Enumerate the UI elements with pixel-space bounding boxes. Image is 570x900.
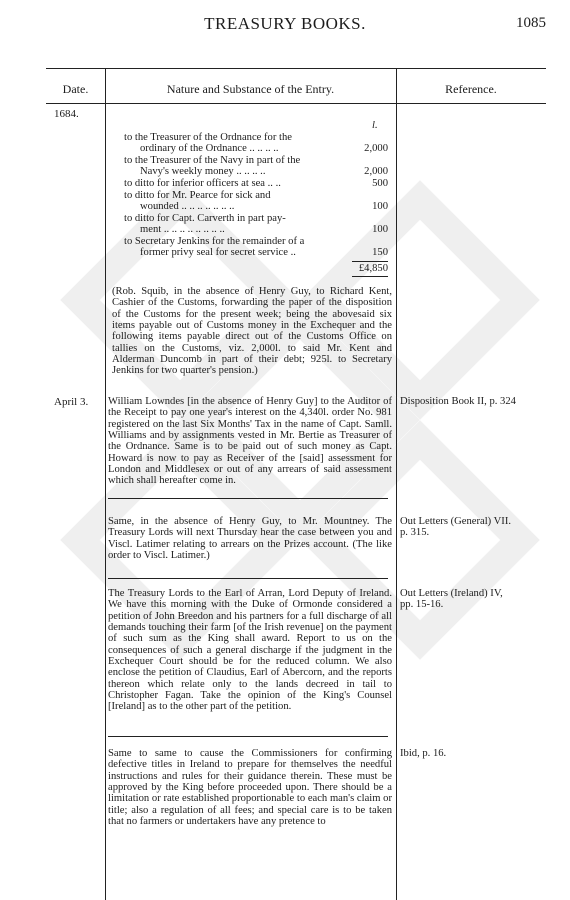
payment-line: to ditto for inferior officers at sea .. .. — [124, 178, 281, 189]
column-divider-reference — [396, 68, 397, 900]
entry-separator — [108, 736, 388, 737]
payment-line: to ditto for Mr. Pearce for sick and — [124, 190, 271, 201]
entry-reference: Out Letters (Ireland) IV, pp. 15-16. — [400, 588, 503, 611]
entry-text: (Rob. Squib, in the absence of Henry Guy, to Richard Kent, Cashier of the Customs, forwarding the paper of the disposition of the Customs for the present week; being the abovesaid six items payable out of Customs money in the Exchequer and the following items payable direct out of the Customs Office on tallies on the Customs, viz. 2,000l. to said Mr. Kent and Alderman Duncomb in part of their debt; 925l. to Secretary Jenkins for two quarter's pension.) — [112, 286, 392, 377]
payment-row — [124, 178, 388, 189]
payment-row — [124, 190, 388, 213]
payment-amount: 2,000 — [364, 166, 388, 178]
entry-text: William Lowndes [in the absence of Henry Guy] to the Auditor of the Receipt to pay one year's interest on the 4,340l. order No. 981 registered on the last Six Months' Tax in the name of Capt. Samll. Williams and by assignments vested in Mr. Bertie as Treasurer of the Ordnance. Same is to be paid out of such money as Capt. Howard is now to pay as Receiver of the [said] assessment for London and Middlesex or out of any arrears of said assessment which shall hereafter come in. — [108, 396, 392, 487]
entry-separator — [108, 498, 388, 499]
payment-line: wounded .. .. .. .. .. .. .. — [140, 201, 235, 213]
entry-text: Same, in the absence of Henry Guy, to Mr. Mountney. The Treasury Lords will next Thursday hear the case between you and Viscl. Latimer relating to arrears on the Prizes account. (The like order to Viscl. Latimer.) — [108, 516, 392, 562]
currency-marker: l. — [372, 120, 378, 131]
payment-line: Navy's weekly money .. .. .. .. — [140, 166, 266, 178]
table-header-rule — [46, 103, 546, 104]
entry-reference: Disposition Book II, p. 324 — [400, 396, 516, 407]
entry-year: 1684. — [54, 108, 79, 120]
payment-amount: 150 — [372, 247, 388, 259]
payment-amount: 2,000 — [364, 143, 388, 155]
payment-line: ordinary of the Ordnance .. .. .. .. — [140, 143, 279, 155]
entry-separator — [108, 578, 388, 579]
entry-text: Same to same to cause the Commissioners for confirming defective titles in Ireland to prepare for themselves the needful instructions and rules for their guidance therein. These must be approved by the King before proceeded upon. There should be a limitation or rate established proportionable to each man's claim or title; also a regulation of all fees; and special care is to be taken that no farmers or undertakers have any pretence to — [108, 748, 392, 828]
entry-reference: Out Letters (General) VII. p. 315. — [400, 516, 511, 539]
payment-amount: 100 — [372, 224, 388, 236]
payment-line: to the Treasurer of the Navy in part of the — [124, 155, 301, 166]
page-number: 1085 — [516, 15, 546, 31]
payment-row — [124, 213, 388, 236]
payment-row — [124, 236, 388, 259]
payment-row — [124, 155, 388, 178]
payment-line: former privy seal for secret service .. — [140, 247, 296, 259]
payment-total: £4,850 — [358, 263, 388, 274]
entry-reference: Ibid, p. 16. — [400, 748, 447, 759]
column-header-reference: Reference. — [445, 82, 497, 96]
payment-amount: 100 — [372, 201, 388, 213]
payment-line: to Secretary Jenkins for the remainder of a — [124, 236, 305, 247]
column-divider-date — [105, 68, 106, 900]
page-title: TREASURY BOOKS. — [204, 14, 366, 33]
table-top-rule — [46, 68, 546, 69]
column-header-date: Date. — [62, 82, 89, 96]
payment-line: to ditto for Capt. Carverth in part pay- — [124, 213, 286, 224]
entry-date: April 3. — [54, 396, 89, 408]
total-rule — [352, 261, 388, 262]
payment-line: ment .. .. .. .. .. .. .. .. — [140, 224, 225, 236]
payment-amount: 500 — [372, 178, 388, 189]
column-header-nature: Nature and Substance of the Entry. — [166, 82, 335, 96]
entry-text: The Treasury Lords to the Earl of Arran, Lord Deputy of Ireland. We have this morning with the Duke of Ormonde considered a petition of John Breedon and his partners for a full discharge of all demands touching their farm [of the Irish revenue] on the payment of such sum as the King shall award. Report to us on the consequences of such a general discharge if the judgment in the Exchequer Court should be for the reduced column. We also enclose the petition of Claudius, Earl of Abercorn, and the reports thereon which relate only to the lands decreed in tail to Christopher Fagan. Take the opinion of the King's Counsel [Ireland] as to the other part of the petition. — [108, 588, 392, 713]
payment-row — [124, 132, 388, 155]
payment-line: to the Treasurer of the Ordnance for the — [124, 132, 292, 143]
total-rule-bottom — [352, 276, 388, 277]
